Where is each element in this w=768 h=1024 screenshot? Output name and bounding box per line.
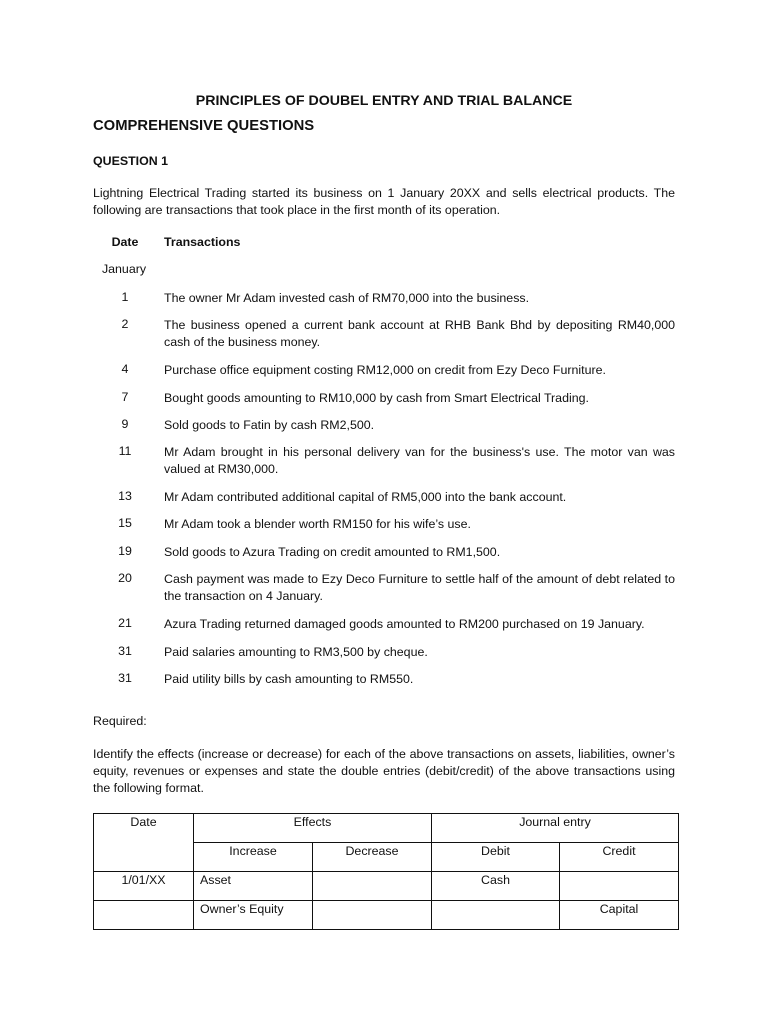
transaction-text: The business opened a current bank account at RHB Bank Bhd by depositing RM40,000 cash of the business money. xyxy=(164,318,675,349)
intro-paragraph: Lightning Electrical Trading started its business on 1 January 20XX and sells electrical products. The following are transactions that took place in the first month of its operation. xyxy=(93,186,675,217)
decrease-cell xyxy=(313,872,432,901)
month-label: January xyxy=(101,262,147,276)
transaction-text: The owner Mr Adam invested cash of RM70,000 into the business. xyxy=(164,291,530,305)
effects-header-cell: Effects xyxy=(194,814,432,843)
date-cell: 1/01/XX xyxy=(94,872,194,901)
document-title: PRINCIPLES OF DOUBEL ENTRY AND TRIAL BALANCE xyxy=(195,93,573,109)
transaction-text: Mr Adam brought in his personal delivery van for the business's use. The motor van was valued at RM30,000. xyxy=(164,445,675,476)
instruction-paragraph: Identify the effects (increase or decrease) for each of the above transactions on assets, liabilities, owner’s equity, revenues or expenses and state the double entries (debit/credit) of the above transactions using the following format. xyxy=(93,747,675,795)
transaction-day: 13 xyxy=(118,489,132,503)
transaction-day: 15 xyxy=(118,516,132,530)
date-cell xyxy=(94,901,194,930)
transaction-day: 4 xyxy=(121,362,129,376)
table-row xyxy=(94,901,679,930)
increase-cell: Asset xyxy=(194,872,313,901)
decrease-cell xyxy=(313,901,432,930)
transaction-day: 7 xyxy=(121,390,129,404)
question-heading: QUESTION 1 xyxy=(93,154,169,168)
transaction-day: 9 xyxy=(121,417,129,431)
transaction-text: Paid salaries amounting to RM3,500 by cheque. xyxy=(164,645,428,659)
transaction-text: Purchase office equipment costing RM12,000 on credit from Ezy Deco Furniture. xyxy=(164,363,606,377)
transaction-text: Bought goods amounting to RM10,000 by cash from Smart Electrical Trading. xyxy=(164,391,589,405)
transaction-text: Mr Adam contributed additional capital of RM5,000 into the bank account. xyxy=(164,490,567,504)
credit-cell: Capital xyxy=(560,901,679,930)
transaction-day: 2 xyxy=(121,317,129,331)
transaction-day: 19 xyxy=(118,544,132,558)
table-row xyxy=(94,872,679,901)
transaction-text: Sold goods to Fatin by cash RM2,500. xyxy=(164,418,375,432)
transaction-text: Sold goods to Azura Trading on credit amounted to RM1,500. xyxy=(164,545,501,559)
debit-header-cell: Debit xyxy=(432,843,560,872)
document-subtitle: COMPREHENSIVE QUESTIONS xyxy=(93,118,315,134)
transaction-day: 31 xyxy=(118,671,132,685)
increase-header-cell: Increase xyxy=(194,843,313,872)
table-header-row xyxy=(94,814,679,843)
journal-header-cell: Journal entry xyxy=(432,814,679,843)
transaction-text: Mr Adam took a blender worth RM150 for his wife’s use. xyxy=(164,517,471,531)
debit-cell: Cash xyxy=(432,872,560,901)
date-header-cell: Date xyxy=(94,814,194,872)
transaction-day: 1 xyxy=(121,290,129,304)
transaction-day: 11 xyxy=(118,444,132,458)
increase-cell: Owner’s Equity xyxy=(194,901,313,930)
transaction-text: Azura Trading returned damaged goods amounted to RM200 purchased on 19 January. xyxy=(164,617,645,631)
answer-format-table xyxy=(93,813,679,930)
transaction-text: Cash payment was made to Ezy Deco Furniture to settle half of the amount of debt related to the transaction on 4 January. xyxy=(164,572,675,603)
required-label: Required: xyxy=(93,714,147,728)
credit-header-cell: Credit xyxy=(560,843,679,872)
debit-cell xyxy=(432,901,560,930)
transaction-text: Paid utility bills by cash amounting to RM550. xyxy=(164,672,414,686)
transactions-column-header: Transactions xyxy=(164,235,241,249)
date-column-header: Date xyxy=(111,235,139,249)
transaction-day: 21 xyxy=(118,616,132,630)
credit-cell xyxy=(560,872,679,901)
transaction-day: 31 xyxy=(118,644,132,658)
transaction-day: 20 xyxy=(118,571,132,585)
decrease-header-cell: Decrease xyxy=(313,843,432,872)
